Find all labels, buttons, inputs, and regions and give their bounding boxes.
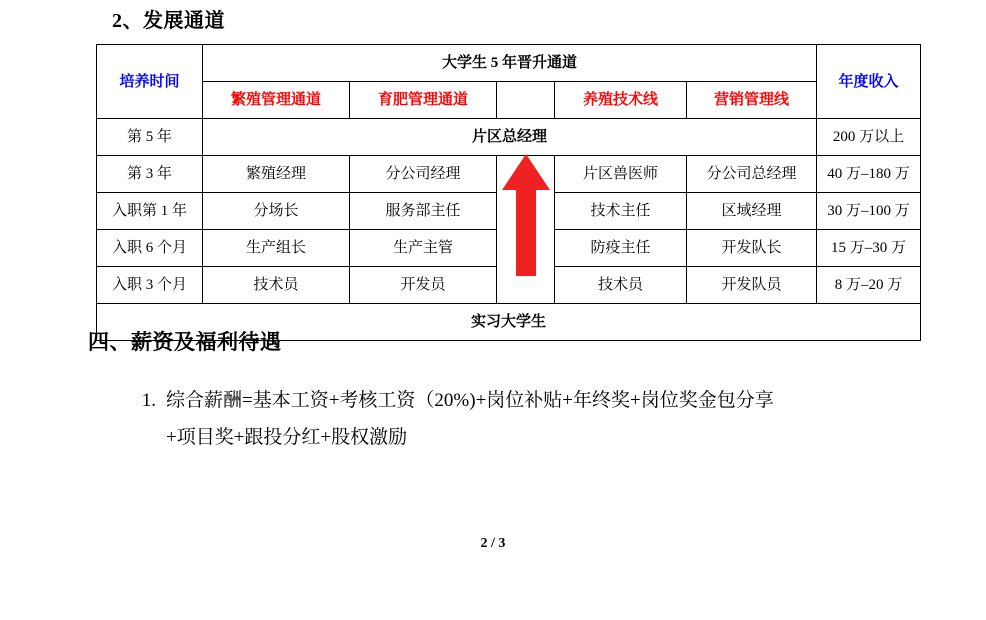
cell-breeding: 技术员 — [203, 267, 350, 304]
table-header-row-channels — [97, 82, 921, 119]
header-cell-channel-technical: 养殖技术线 — [555, 82, 687, 119]
cell-breeding: 繁殖经理 — [203, 156, 350, 193]
cell-technical: 防疫主任 — [555, 230, 687, 267]
list-item-continuation: +项目奖+跟投分红+股权激励 — [166, 427, 408, 449]
header-cell-training-time: 培养时间 — [97, 45, 203, 119]
arrow-cell — [497, 156, 555, 304]
cell-technical: 技术员 — [555, 267, 687, 304]
cell-merged-area-general-manager: 片区总经理 — [203, 119, 817, 156]
header-cell-channel-breeding: 繁殖管理通道 — [203, 82, 350, 119]
cell-time: 入职 3 个月 — [97, 267, 203, 304]
cell-income: 15 万–30 万 — [817, 230, 921, 267]
section-heading-salary-benefits: 四、薪资及福利待遇 — [88, 330, 282, 354]
page-number-footer: 2 / 3 — [480, 536, 506, 551]
cell-breeding: 生产组长 — [203, 230, 350, 267]
cell-marketing: 区域经理 — [687, 193, 817, 230]
promotion-table-container — [96, 44, 910, 341]
table-row — [97, 156, 921, 193]
cell-income: 8 万–20 万 — [817, 267, 921, 304]
cell-time: 第 3 年 — [97, 156, 203, 193]
header-cell-channel-marketing: 营销管理线 — [687, 82, 817, 119]
cell-time-year5: 第 5 年 — [97, 119, 203, 156]
header-cell-span-title: 大学生 5 年晋升通道 — [203, 45, 817, 82]
salary-list — [120, 382, 950, 456]
cell-income: 40 万–180 万 — [817, 156, 921, 193]
cell-fattening: 开发员 — [350, 267, 497, 304]
cell-fattening: 生产主管 — [350, 230, 497, 267]
cell-time: 入职第 1 年 — [97, 193, 203, 230]
cell-intern-students: 实习大学生 — [97, 304, 921, 341]
cell-technical: 片区兽医师 — [555, 156, 687, 193]
section-heading-development-channel: 2、发展通道 — [112, 10, 225, 32]
header-cell-channel-fattening: 育肥管理通道 — [350, 82, 497, 119]
up-arrow-icon — [500, 150, 552, 278]
cell-income-year5: 200 万以上 — [817, 119, 921, 156]
promotion-channel-table — [96, 44, 921, 341]
cell-fattening: 分公司经理 — [350, 156, 497, 193]
header-cell-annual-income: 年度收入 — [817, 45, 921, 119]
cell-marketing: 分公司总经理 — [687, 156, 817, 193]
list-item-text: 综合薪酬=基本工资+考核工资（20%)+岗位补贴+年终奖+岗位奖金包分享 — [166, 390, 774, 411]
cell-marketing: 开发队长 — [687, 230, 817, 267]
list-item — [120, 382, 950, 419]
cell-fattening: 服务部主任 — [350, 193, 497, 230]
cell-breeding: 分场长 — [203, 193, 350, 230]
list-item-number: 1. — [141, 390, 156, 411]
table-header-row-top — [97, 45, 921, 82]
table-row-year5 — [97, 119, 921, 156]
cell-marketing: 开发队员 — [687, 267, 817, 304]
cell-time: 入职 6 个月 — [97, 230, 203, 267]
header-cell-channel-blank — [497, 82, 555, 119]
cell-income: 30 万–100 万 — [817, 193, 921, 230]
cell-technical: 技术主任 — [555, 193, 687, 230]
